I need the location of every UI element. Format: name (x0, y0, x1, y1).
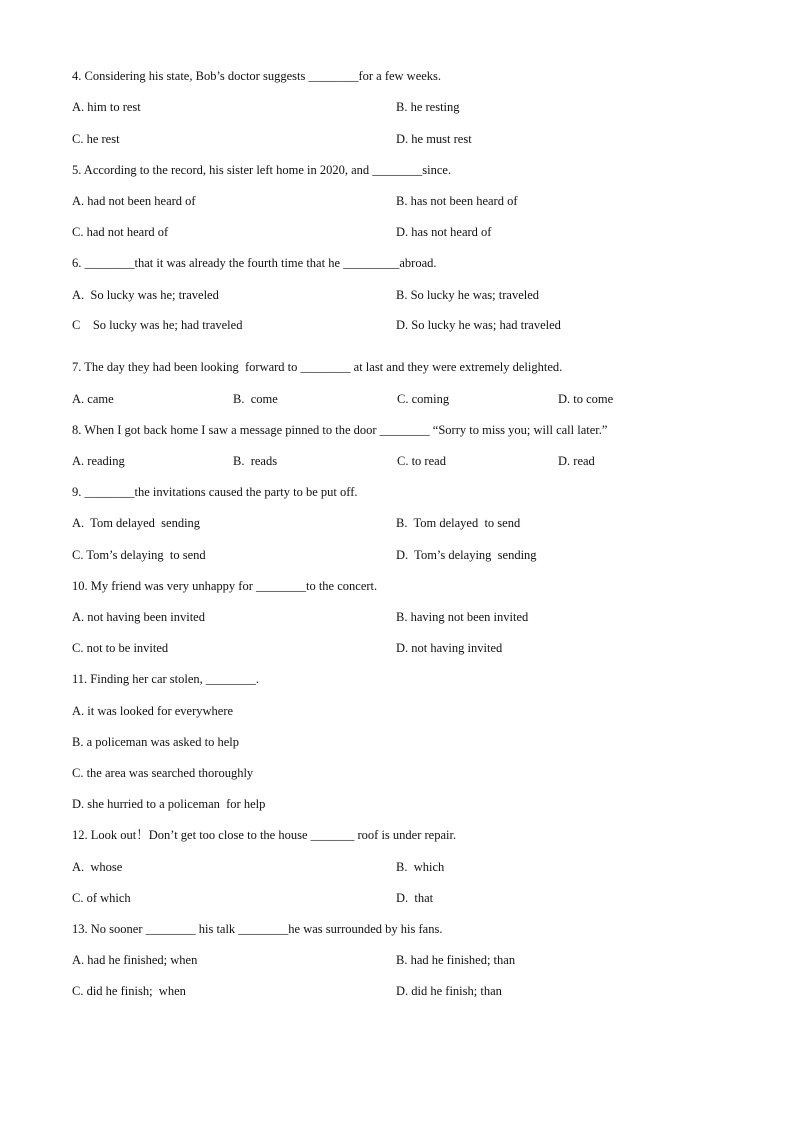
option-b: B. has not been heard of (396, 194, 518, 208)
question-stem: 8. When I got back home I saw a message pinned to the door ________ “Sorry to miss you; will call later.” (72, 423, 608, 437)
option-b: B. had he finished; than (396, 953, 516, 967)
option-a: A. him to rest (72, 100, 141, 114)
question-stem: 13. No sooner ________ his talk ________he was surrounded by his fans. (72, 922, 443, 936)
option-d: D. did he finish; than (396, 984, 502, 998)
question-stem: 4. Considering his state, Bob’s doctor suggests ________for a few weeks. (72, 69, 442, 83)
option-c: C. had not heard of (72, 225, 169, 239)
option-c: C. not to be invited (72, 641, 169, 655)
option-b: B. reads (233, 454, 278, 468)
question-stem: 9. ________the invitations caused the party to be put off. (72, 485, 358, 499)
option-a: A. it was looked for everywhere (72, 704, 234, 718)
option-a: A. reading (72, 454, 125, 468)
option-d: D. to come (558, 392, 614, 406)
option-b: B. he resting (396, 100, 460, 114)
question-stem: 7. The day they had been looking forward to ________ at last and they were extremely delighted. (72, 360, 563, 374)
option-d: D. not having invited (396, 641, 503, 655)
option-c: C. of which (72, 891, 131, 905)
option-d: D. she hurried to a policeman for help (72, 797, 266, 811)
question-stem: 10. My friend was very unhappy for ________to the concert. (72, 579, 378, 593)
option-c: C So lucky was he; had traveled (72, 318, 243, 332)
question-stem: 12. Look out！Don’t get too close to the house _______ roof is under repair. (72, 828, 457, 842)
option-d: D. that (396, 891, 434, 905)
option-b: B. which (396, 860, 445, 874)
option-a: A. So lucky was he; traveled (72, 288, 219, 302)
question-stem: 11. Finding her car stolen, ________. (72, 672, 260, 686)
option-c: C. did he finish; when (72, 984, 186, 998)
option-c: C. to read (397, 454, 446, 468)
option-d: D. has not heard of (396, 225, 492, 239)
option-d: D. Tom’s delaying sending (396, 548, 537, 562)
option-d: D. read (558, 454, 595, 468)
option-b: B. a policeman was asked to help (72, 735, 239, 749)
option-a: A. had not been heard of (72, 194, 196, 208)
option-a: A. Tom delayed sending (72, 516, 201, 530)
option-a: A. whose (72, 860, 123, 874)
option-b: B. So lucky he was; traveled (396, 288, 540, 302)
option-c: C. he rest (72, 132, 120, 146)
option-c: C. the area was searched thoroughly (72, 766, 254, 780)
option-a: A. not having been invited (72, 610, 205, 624)
option-c: C. coming (397, 392, 450, 406)
option-b: B. Tom delayed to send (396, 516, 521, 530)
option-d: D. he must rest (396, 132, 472, 146)
option-c: C. Tom’s delaying to send (72, 548, 206, 562)
option-a: A. had he finished; when (72, 953, 198, 967)
option-b: B. come (233, 392, 278, 406)
option-d: D. So lucky he was; had traveled (396, 318, 561, 332)
question-stem: 5. According to the record, his sister left home in 2020, and ________since. (72, 163, 452, 177)
option-b: B. having not been invited (396, 610, 529, 624)
option-a: A. came (72, 392, 114, 406)
question-stem: 6. ________that it was already the fourth time that he _________abroad. (72, 256, 437, 270)
